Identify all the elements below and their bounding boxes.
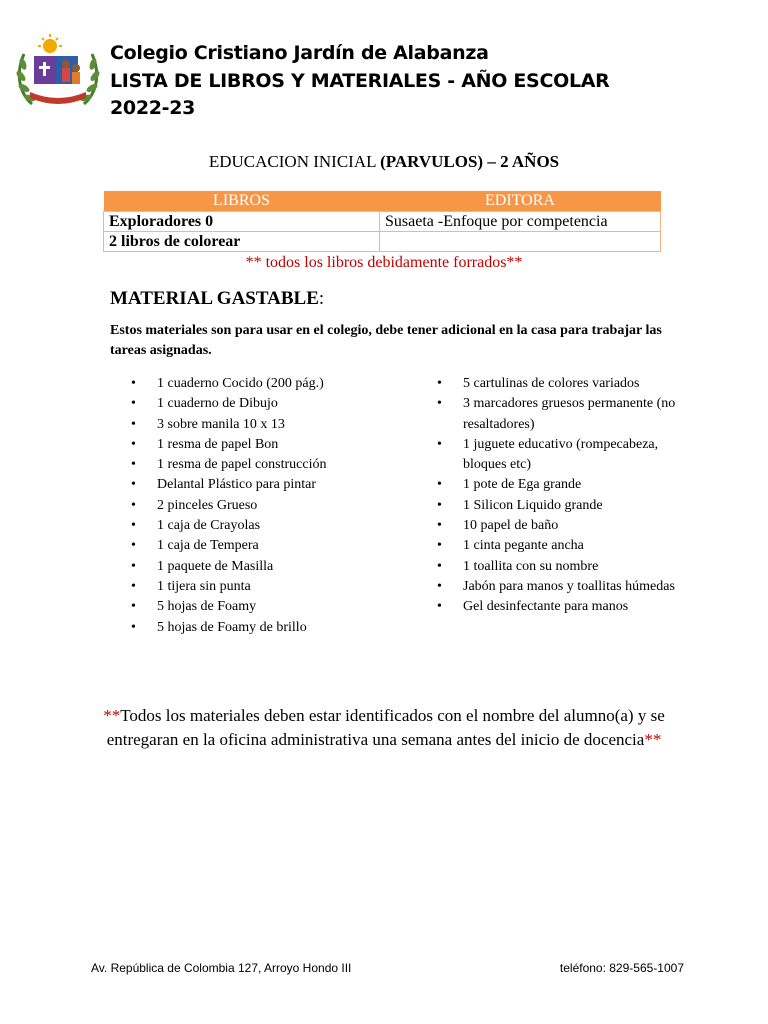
list-item: • 1 cuaderno de Dibujo — [131, 394, 391, 414]
material-list-right — [437, 374, 687, 618]
list-item: • 1 cinta pegante ancha — [437, 536, 687, 556]
list-item: • 1 resma de papel Bon — [131, 435, 391, 455]
list-item: • 1 cuaderno Cocido (200 pág.) — [131, 374, 391, 394]
list-item: • 1 juguete educativo (rompecabeza, bloques etc) — [437, 435, 687, 476]
list-item: • Delantal Plástico para pintar — [131, 475, 391, 495]
school-name: Colegio Cristiano Jardín de Alabanza — [110, 42, 489, 64]
list-item: • 5 hojas de Foamy — [131, 597, 391, 617]
list-item: • 5 hojas de Foamy de brillo — [131, 618, 391, 638]
level-group: (PARVULOS) — [380, 152, 484, 171]
books-header-editora: EDITORA — [380, 191, 661, 212]
books-header-libros: LIBROS — [104, 191, 380, 212]
footer-address: Av. República de Colombia 127, Arroyo Hondo III — [91, 961, 352, 975]
final-note-text: Todos los materiales deben estar identificados con el nombre del alumno(a) y se entregaran en la oficina administrativa una semana antes del inicio de docencia — [106, 706, 665, 749]
material-title — [110, 288, 324, 310]
list-item: • 1 caja de Tempera — [131, 536, 391, 556]
books-table-header — [104, 191, 661, 212]
book-title-cell: 2 libros de colorear — [104, 232, 380, 252]
list-item: • 10 papel de baño — [437, 516, 687, 536]
level-prefix: EDUCACION INICIAL — [208, 152, 381, 171]
footer-phone: teléfono: 829-565-1007 — [559, 961, 684, 975]
books-table — [103, 191, 661, 252]
list-item: • 1 resma de papel construcción — [131, 455, 391, 475]
list-item: • 1 pote de Ega grande — [437, 475, 687, 495]
list-item: • 1 Silicon Liquido grande — [437, 496, 687, 516]
list-item: • Jabón para manos y toallitas húmedas — [437, 577, 687, 597]
table-row — [104, 232, 661, 252]
level-suffix: – 2 AÑOS — [483, 152, 560, 171]
books-note: ** todos los libros debidamente forrados** — [245, 254, 523, 271]
material-title-text: MATERIAL GASTABLE — [110, 288, 319, 309]
list-item: • 3 sobre manila 10 x 13 — [131, 415, 391, 435]
final-note — [90, 704, 678, 752]
book-publisher-cell — [380, 232, 661, 252]
final-note-ast-open: ** — [103, 706, 121, 725]
list-item: • 2 pinceles Grueso — [131, 496, 391, 516]
list-title-line1: LISTA DE LIBROS Y MATERIALES - AÑO ESCOLAR — [110, 70, 610, 92]
final-note-ast-close: ** — [644, 730, 662, 749]
book-publisher-cell: Susaeta -Enfoque por competencia — [380, 212, 661, 232]
list-item: • 3 marcadores gruesos permanente (no resaltadores) — [437, 394, 687, 435]
table-row — [104, 212, 661, 232]
book-title-cell: Exploradores 0 — [104, 212, 380, 232]
material-title-colon: : — [318, 288, 325, 309]
list-item: • 1 caja de Crayolas — [131, 516, 391, 536]
school-crest-icon — [14, 34, 102, 114]
list-item: • 1 toallita con su nombre — [437, 557, 687, 577]
list-item: • Gel desinfectante para manos — [437, 597, 687, 617]
school-year: 2022-23 — [110, 97, 196, 119]
list-title — [110, 68, 670, 122]
list-item: • 5 cartulinas de colores variados — [437, 374, 687, 394]
material-description: Estos materiales son para usar en el colegio, debe tener adicional en la casa para trabajar las tareas asignadas. — [110, 323, 662, 358]
list-item: • 1 tijera sin punta — [131, 577, 391, 597]
material-list-left — [131, 374, 391, 638]
education-level — [0, 152, 768, 172]
list-item: • 1 paquete de Masilla — [131, 557, 391, 577]
